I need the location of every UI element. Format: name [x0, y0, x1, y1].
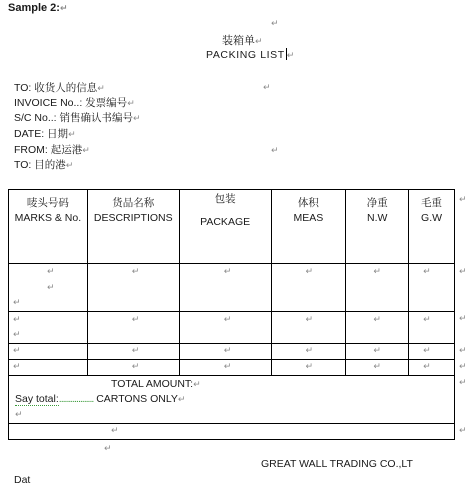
header-package[interactable]: 包装 PACKAGE — [179, 190, 271, 264]
origin-port-field[interactable]: FROM: 起运港↵ — [14, 144, 90, 156]
table-row — [9, 344, 455, 360]
header-gross-weight[interactable]: 毛重 G.W — [409, 190, 455, 264]
paragraph-mark: ↵ — [286, 50, 295, 60]
table-cell[interactable]: ↵ — [271, 344, 346, 360]
table-cell[interactable]: ↵ — [346, 264, 409, 312]
paragraph-mark: ↵ — [59, 3, 68, 13]
paragraph-mark: ↵ — [97, 83, 105, 93]
cartons-only-label: CARTONS ONLY — [96, 393, 178, 405]
date-field[interactable]: DATE: 日期↵ — [14, 128, 76, 140]
sales-contract-field[interactable]: S/C No..: 销售确认书编号↵ — [14, 112, 141, 124]
title-english: PACKING LIST — [206, 49, 285, 61]
table-cell[interactable]: ↵ — [179, 264, 271, 312]
table-cell[interactable]: ↵ — [179, 360, 271, 376]
row-end-mark: ↵ — [459, 313, 467, 323]
header-description[interactable]: 货品名称 DESCRIPTIONS — [87, 190, 179, 264]
header-net-weight[interactable]: 净重 N.W — [346, 190, 409, 264]
paragraph-mark: ↵ — [127, 98, 135, 108]
company-name: GREAT WALL TRADING CO.,LT — [261, 458, 413, 470]
table-cell[interactable]: ↵ — [271, 312, 346, 344]
table-cell[interactable]: ↵ — [9, 344, 88, 360]
paragraph-mark: ↵ — [255, 36, 263, 46]
table-cell[interactable]: ↵ — [9, 360, 88, 376]
paragraph-mark: ↵ — [65, 160, 74, 170]
table-cell[interactable]: ↵ — [409, 312, 455, 344]
table-cell[interactable]: ↵ ↵ — [9, 312, 88, 344]
table-header-row — [9, 190, 455, 264]
table-row — [9, 264, 455, 312]
table-cell[interactable]: ↵ — [87, 264, 179, 312]
invoice-number-field[interactable]: INVOICE No..: 发票编号↵ — [14, 97, 135, 109]
table-cell[interactable]: ↵ — [346, 312, 409, 344]
paragraph-mark: ↵ — [82, 145, 90, 155]
packing-table — [8, 189, 455, 440]
paragraph-mark: ↵ — [133, 113, 141, 123]
table-row — [9, 312, 455, 344]
row-end-mark: ↵ — [459, 345, 467, 355]
row-end-mark: ↵ — [459, 266, 467, 276]
table-cell[interactable]: ↵ — [179, 312, 271, 344]
paragraph-mark: ↵ — [104, 443, 112, 453]
say-total-blank[interactable]: .................. — [58, 393, 94, 405]
table-cell[interactable]: ↵ — [409, 264, 455, 312]
table-row — [9, 424, 455, 440]
table-cell[interactable]: ↵ — [409, 360, 455, 376]
destination-port-field[interactable]: TO: 目的港↵ — [14, 159, 74, 171]
paragraph-mark: ↵ — [263, 82, 271, 92]
consignee-field[interactable]: TO: 收货人的信息↵ — [14, 82, 105, 94]
table-total-row — [9, 376, 455, 424]
paragraph-mark: ↵ — [68, 129, 76, 139]
table-cell[interactable]: ↵ — [87, 360, 179, 376]
table-cell[interactable]: ↵ — [9, 424, 455, 440]
table-cell[interactable]: ↵ — [346, 360, 409, 376]
table-cell[interactable]: ↵ — [271, 360, 346, 376]
row-end-mark: ↵ — [459, 377, 467, 387]
table-cell[interactable]: ↵ — [87, 344, 179, 360]
table-cell[interactable]: ↵ — [409, 344, 455, 360]
table-cell[interactable]: ↵ — [271, 264, 346, 312]
say-total-label: Say total: — [15, 393, 59, 405]
paragraph-mark: ↵ — [271, 18, 279, 28]
title-chinese: 装箱单 — [222, 35, 255, 47]
table-cell[interactable]: ↵ ↵ ↵ — [9, 264, 88, 312]
table-row — [9, 360, 455, 376]
document-heading: Sample 2: — [8, 2, 60, 14]
row-end-mark: ↵ — [459, 425, 467, 435]
row-end-mark: ↵ — [459, 194, 467, 204]
row-end-mark: ↵ — [459, 361, 467, 371]
table-cell[interactable]: ↵ — [346, 344, 409, 360]
total-cell[interactable]: TOTAL AMOUNT:↵ Say total:.................. CARTONS ONLY↵ ↵ — [9, 376, 455, 424]
paragraph-mark: ↵ — [271, 145, 279, 155]
header-meas[interactable]: 体积 MEAS — [271, 190, 346, 264]
date-partial: Dat — [14, 474, 31, 486]
table-cell[interactable]: ↵ — [179, 344, 271, 360]
total-amount-label: TOTAL AMOUNT: — [111, 378, 194, 390]
table-cell[interactable]: ↵ — [87, 312, 179, 344]
header-marks[interactable]: 唛头号码 MARKS & No. — [9, 190, 88, 264]
